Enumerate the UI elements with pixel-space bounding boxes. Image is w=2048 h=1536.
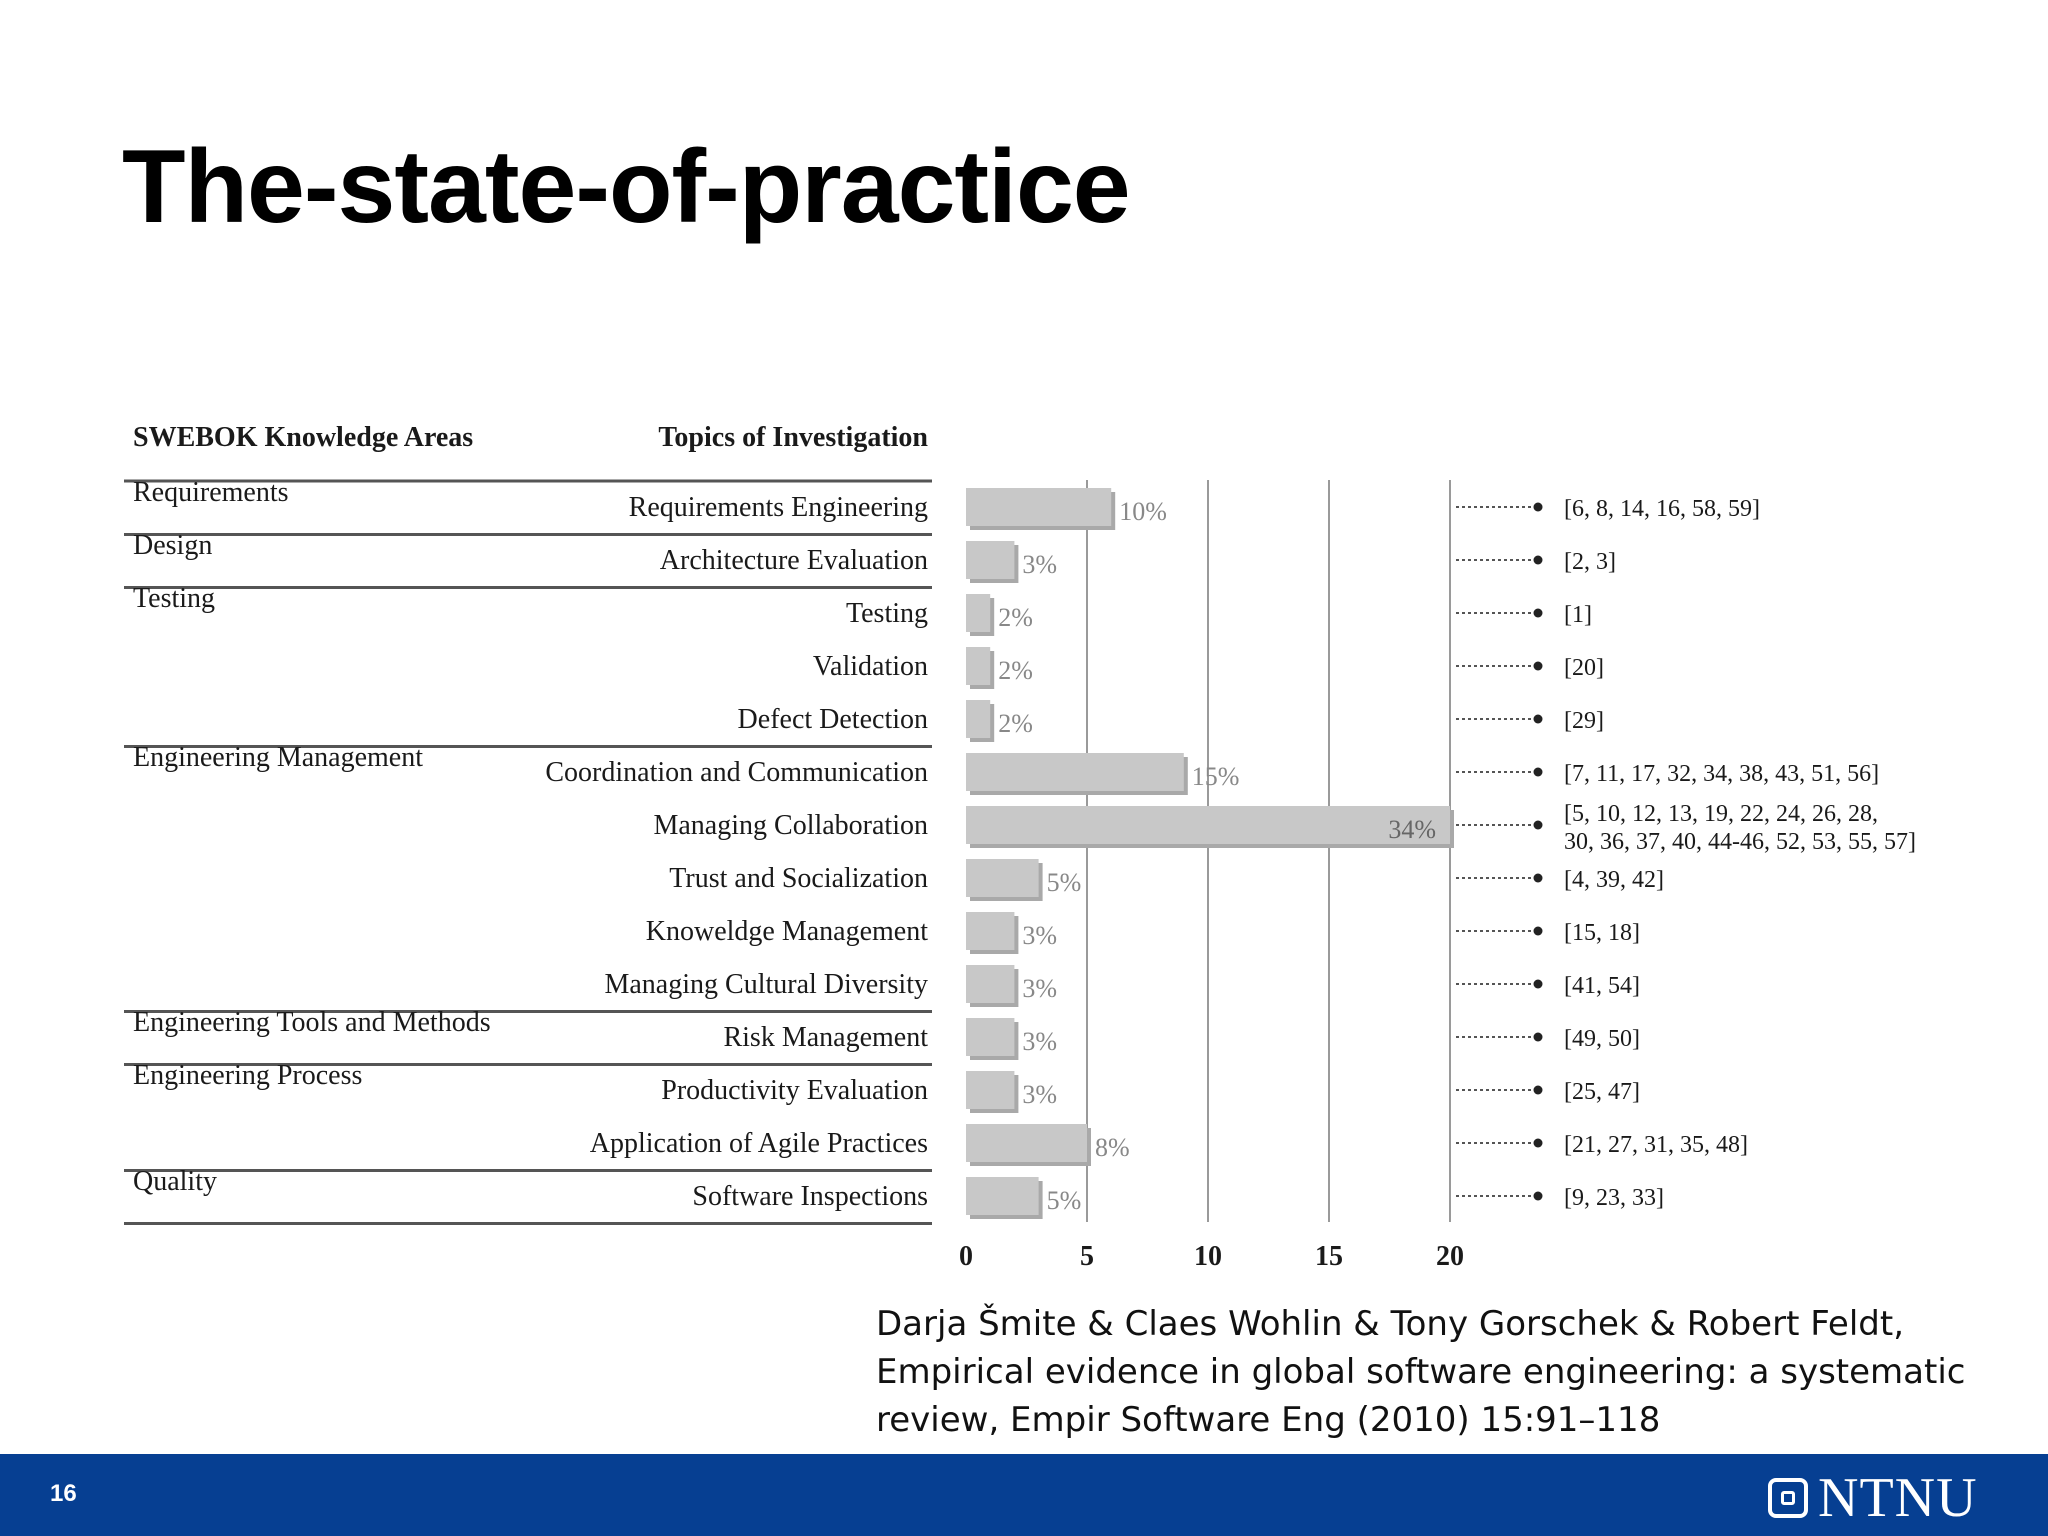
topic-label: Architecture Evaluation	[659, 545, 928, 576]
knowledge-area-label: Design	[133, 530, 213, 561]
percent-label: 3%	[1022, 1027, 1058, 1056]
x-tick-label: 5	[1080, 1241, 1094, 1272]
citation-text: Darja Šmite & Claes Wohlin & Tony Gorschek & Robert Feldt, Empirical evidence in global software engineering: a systematic review, Empir Software Eng (2010) 15:91–118	[876, 1304, 1966, 1440]
reference-dot	[1534, 503, 1543, 512]
reference-dot	[1534, 927, 1543, 936]
percent-label: 2%	[998, 656, 1033, 685]
reference-text: [15, 18]	[1564, 920, 1640, 946]
bar	[966, 594, 990, 632]
reference-text: [2, 3]	[1564, 549, 1616, 575]
percent-label: 34%	[1388, 815, 1436, 844]
reference-text: [21, 27, 31, 35, 48]	[1564, 1132, 1748, 1158]
bar	[966, 1177, 1039, 1215]
knowledge-area-label: Engineering Tools and Methods	[133, 1007, 491, 1038]
bar	[966, 965, 1014, 1003]
knowledge-area-label: Engineering Management	[133, 742, 424, 773]
percent-label: 3%	[1022, 1080, 1058, 1109]
topic-label: Productivity Evaluation	[661, 1075, 928, 1106]
topic-label: Knoweldge Management	[645, 916, 928, 947]
percent-label: 5%	[1046, 868, 1082, 897]
reference-dot	[1534, 1192, 1543, 1201]
reference-text: [29]	[1564, 708, 1604, 734]
reference-text: [6, 8, 14, 16, 58, 59]	[1564, 496, 1760, 522]
percent-label: 8%	[1095, 1133, 1130, 1162]
topic-label: Testing	[845, 598, 928, 629]
bar	[966, 541, 1014, 579]
page-number: 16	[50, 1480, 77, 1507]
header-topics: Topics of Investigation	[658, 422, 928, 453]
topic-label: Application of Agile Practices	[589, 1128, 928, 1159]
reference-dot	[1534, 715, 1543, 724]
bar	[966, 1071, 1014, 1109]
knowledge-area-label: Requirements	[133, 477, 289, 508]
knowledge-area-label: Engineering Process	[133, 1060, 363, 1091]
reference-text: 30, 36, 37, 40, 44-46, 52, 53, 55, 57]	[1564, 829, 1916, 855]
knowledge-area-label: Testing	[133, 583, 216, 614]
topic-label: Trust and Socialization	[669, 863, 928, 894]
reference-dot	[1534, 1033, 1543, 1042]
x-tick-label: 10	[1194, 1241, 1222, 1272]
reference-dot	[1534, 609, 1543, 618]
reference-dot	[1534, 662, 1543, 671]
logo-text: NTNU	[1818, 1467, 1978, 1529]
reference-text: [5, 10, 12, 13, 19, 22, 24, 26, 28,	[1564, 801, 1878, 827]
bar	[966, 859, 1039, 897]
bar	[966, 806, 1450, 844]
footer-bar	[0, 1454, 2048, 1536]
reference-text: [25, 47]	[1564, 1079, 1640, 1105]
percent-label: 2%	[998, 709, 1033, 738]
bar	[966, 912, 1014, 950]
topic-label: Coordination and Communication	[545, 757, 928, 788]
reference-dot	[1534, 556, 1543, 565]
knowledge-area-label: Quality	[133, 1166, 217, 1197]
reference-text: [41, 54]	[1564, 973, 1640, 999]
header-knowledge-areas: SWEBOK Knowledge Areas	[133, 422, 474, 453]
topic-label: Validation	[812, 651, 928, 682]
reference-dot	[1534, 874, 1543, 883]
reference-text: [1]	[1564, 602, 1592, 628]
percent-label: 3%	[1022, 550, 1058, 579]
bar	[966, 1018, 1014, 1056]
topic-label: Managing Cultural Diversity	[604, 969, 928, 1000]
percent-label: 2%	[998, 603, 1033, 632]
reference-text: [9, 23, 33]	[1564, 1185, 1664, 1211]
reference-dot	[1534, 980, 1543, 989]
percent-label: 3%	[1022, 974, 1058, 1003]
topic-label: Software Inspections	[692, 1181, 928, 1212]
reference-dot	[1534, 1139, 1543, 1148]
reference-dot	[1534, 768, 1543, 777]
percent-label: 5%	[1046, 1186, 1082, 1215]
reference-text: [20]	[1564, 655, 1604, 681]
topic-label: Defect Detection	[737, 704, 928, 735]
percent-label: 10%	[1119, 497, 1167, 526]
slide-title: The-state-of-practice	[122, 129, 1130, 245]
percent-label: 3%	[1022, 921, 1058, 950]
topic-label: Requirements Engineering	[628, 492, 928, 523]
bar	[966, 488, 1111, 526]
x-tick-label: 15	[1315, 1241, 1343, 1272]
reference-text: [49, 50]	[1564, 1026, 1640, 1052]
bar	[966, 753, 1184, 791]
reference-text: [7, 11, 17, 32, 34, 38, 43, 51, 56]	[1564, 761, 1880, 787]
x-tick-label: 20	[1436, 1241, 1464, 1272]
reference-dot	[1534, 1086, 1543, 1095]
bar	[966, 700, 990, 738]
topic-label: Risk Management	[723, 1022, 928, 1053]
topic-label: Managing Collaboration	[653, 810, 928, 841]
x-tick-label: 0	[959, 1241, 973, 1272]
bar	[966, 1124, 1087, 1162]
percent-label: 15%	[1191, 762, 1240, 791]
bar	[966, 647, 990, 685]
reference-text: [4, 39, 42]	[1564, 867, 1664, 893]
reference-dot	[1534, 821, 1543, 830]
ntnu-logo-icon	[1768, 1478, 1808, 1518]
